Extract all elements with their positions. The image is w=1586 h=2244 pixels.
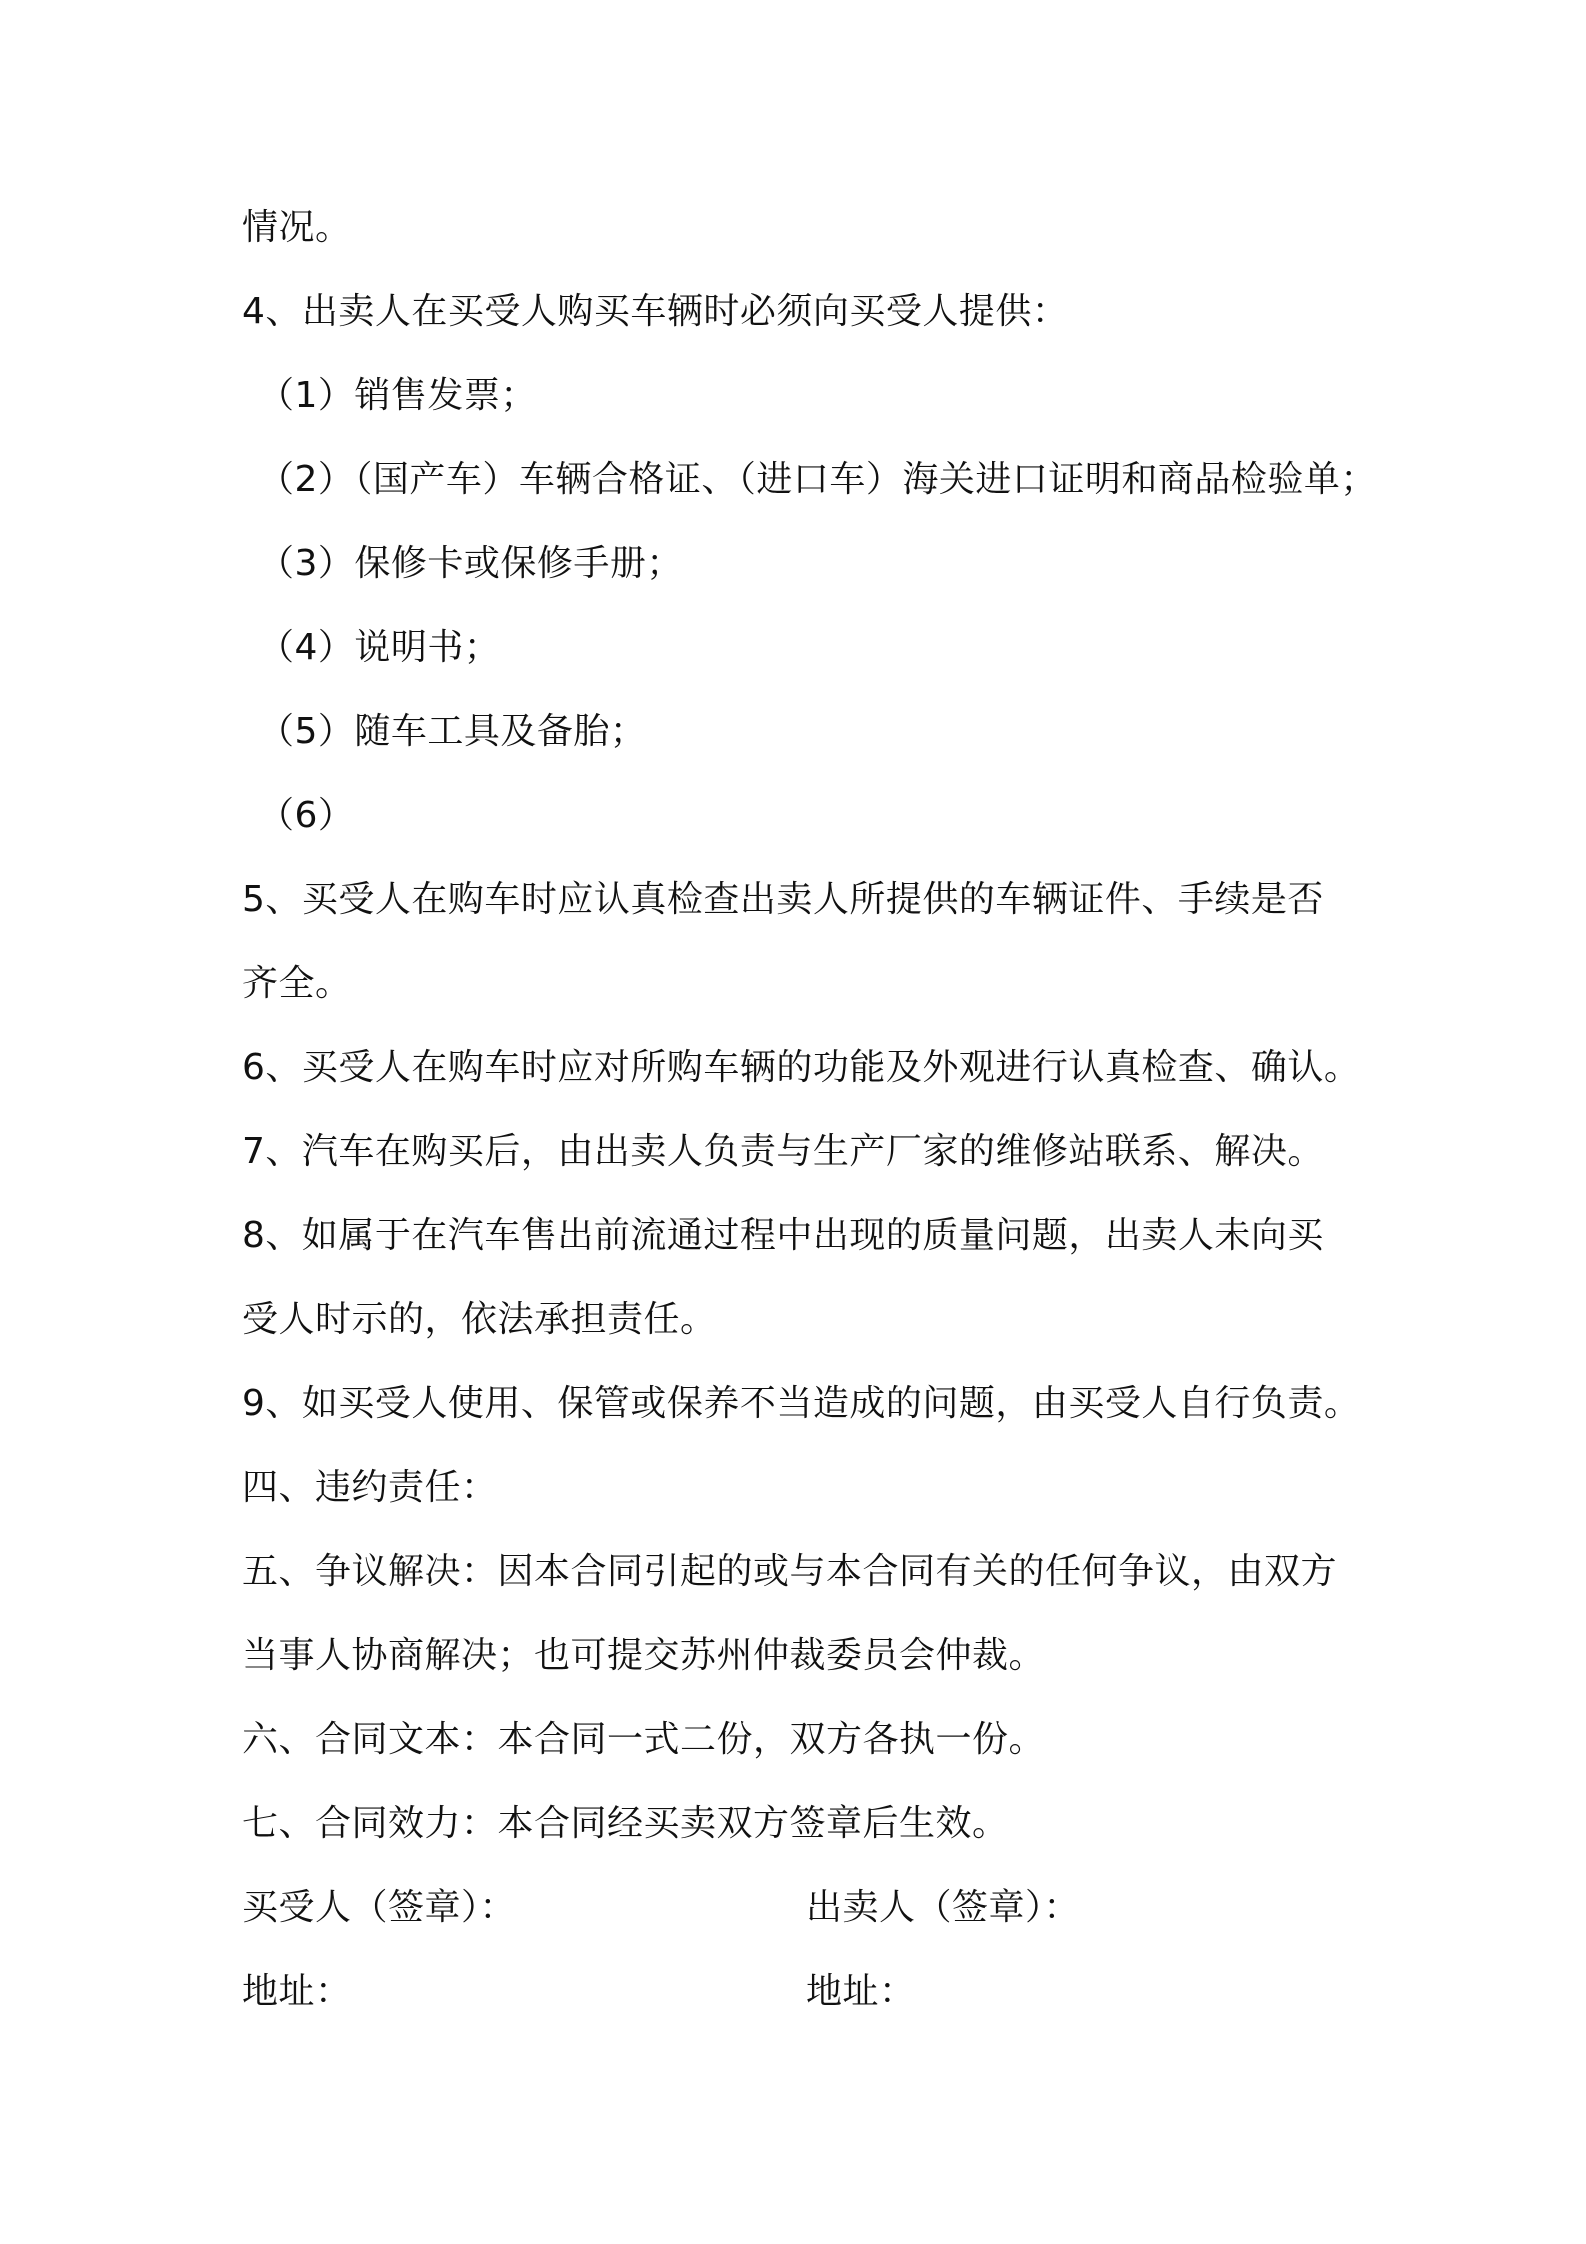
buyer-address-label: 地址： (242, 1971, 352, 2012)
clause-5-line-1: 5、买受人在购车时应认真检查出卖人所提供的车辆证件、手续是否 (242, 879, 1324, 920)
clause-7: 7、汽车在购买后，由出卖人负责与生产厂家的维修站联系、解决。 (242, 1131, 1324, 1172)
list-item-4: （4）说明书； (258, 627, 501, 668)
list-item-1: （1）销售发票； (258, 375, 537, 416)
section-5-line-2: 当事人协商解决；也可提交苏州仲裁委员会仲裁。 (242, 1635, 1046, 1676)
clause-6: 6、买受人在购车时应对所购车辆的功能及外观进行认真检查、确认。 (242, 1047, 1361, 1088)
clause-8-line-1: 8、如属于在汽车售出前流通过程中出现的质量问题，出卖人未向买 (242, 1215, 1324, 1256)
section-7: 七、合同效力：本合同经买卖双方签章后生效。 (242, 1803, 1009, 1844)
seller-address-label: 地址： (806, 1971, 916, 2012)
list-item-6: （6） (258, 795, 355, 836)
section-4-heading: 四、违约责任： (242, 1467, 498, 1508)
buyer-signature-label: 买受人（签章）： (242, 1887, 517, 1928)
section-6: 六、合同文本：本合同一式二份，双方各执一份。 (242, 1719, 1046, 1760)
section-5-line-1: 五、争议解决：因本合同引起的或与本合同有关的任何争议，由双方 (242, 1551, 1338, 1592)
seller-signature-label: 出卖人（签章）： (806, 1887, 1081, 1928)
clause-9: 9、如买受人使用、保管或保养不当造成的问题，由买受人自行负责。 (242, 1383, 1361, 1424)
list-item-2: （2）（国产车）车辆合格证、（进口车）海关进口证明和商品检验单； (258, 459, 1377, 500)
clause-8-line-2: 受人时示的，依法承担责任。 (242, 1299, 717, 1340)
list-item-3: （3）保修卡或保修手册； (258, 543, 683, 584)
text-line-1: 情况。 (242, 207, 352, 248)
list-item-5: （5）随车工具及备胎； (258, 711, 647, 752)
clause-5-line-2: 齐全。 (242, 963, 352, 1004)
clause-4: 4、出卖人在买受人购买车辆时必须向买受人提供： (242, 291, 1069, 332)
